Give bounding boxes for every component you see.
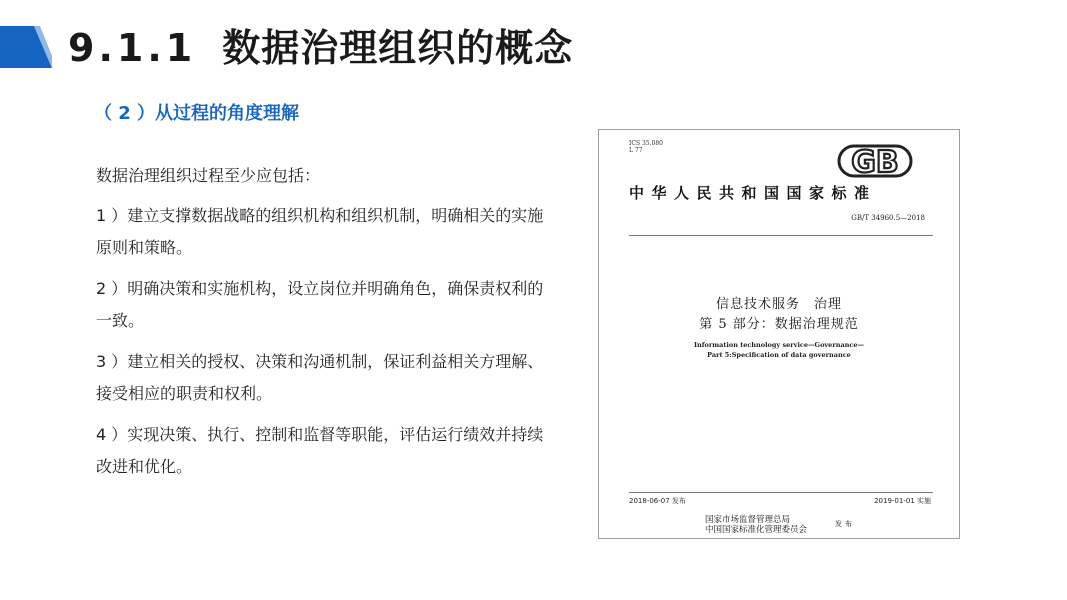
release-date: 2018-06-07 发布 — [629, 497, 686, 505]
issuer-line: 中国国家标准化管理委员会 — [705, 525, 808, 535]
doc-subtitle-cn: 第 5 部分：数据治理规范 — [699, 317, 859, 332]
list-item: 3 ）建立相关的授权、决策和沟通机制，保证利益相关方理解、接受相应的职责和权利。 — [96, 352, 544, 403]
publish-label: 发布 — [835, 520, 855, 528]
gb-logo — [837, 142, 913, 180]
divider — [629, 235, 933, 236]
standard-type-title: 中华人民共和国国家标准 — [629, 184, 877, 202]
doc-subtitle-en: Part 5:Specification of data governance — [707, 351, 851, 359]
list-item: 2 ）明确决策和实施机构，设立岗位并明确角色，确保责权利的一致。 — [96, 279, 544, 330]
issuer — [705, 515, 807, 535]
issuer-line: 国家市场监督管理总局 — [705, 515, 791, 525]
list-item: 1 ）建立支撑数据战略的组织机构和组织机制，明确相关的实施原则和策略。 — [96, 206, 544, 257]
title-accent-shape — [0, 26, 52, 68]
page-title — [68, 24, 573, 72]
standard-document-cover — [598, 129, 960, 539]
ccs-line: L 77 — [629, 147, 643, 154]
content-body — [96, 160, 551, 492]
section-heading: （ 2 ）从过程的角度理解 — [94, 103, 300, 124]
title-text: 数据治理组织的概念 — [222, 26, 574, 70]
divider — [629, 492, 933, 493]
ics-code — [629, 140, 663, 154]
doc-title-cn: 信息技术服务 治理 — [715, 297, 842, 312]
implement-date: 2019-01-01 实施 — [874, 497, 931, 505]
section-number: 9.1.1 — [68, 26, 197, 70]
standard-code: GB/T 34960.5—2018 — [851, 214, 925, 222]
gb-logo-text: GB — [851, 145, 899, 180]
ics-line: ICS 35.080 — [629, 140, 663, 147]
doc-title-en: Information technology service—Governance— — [693, 341, 865, 349]
intro-text: 数据治理组织过程至少应包括： — [96, 166, 321, 185]
list-item: 4 ）实现决策、执行、控制和监督等职能，评估运行绩效并持续改进和优化。 — [96, 425, 544, 476]
